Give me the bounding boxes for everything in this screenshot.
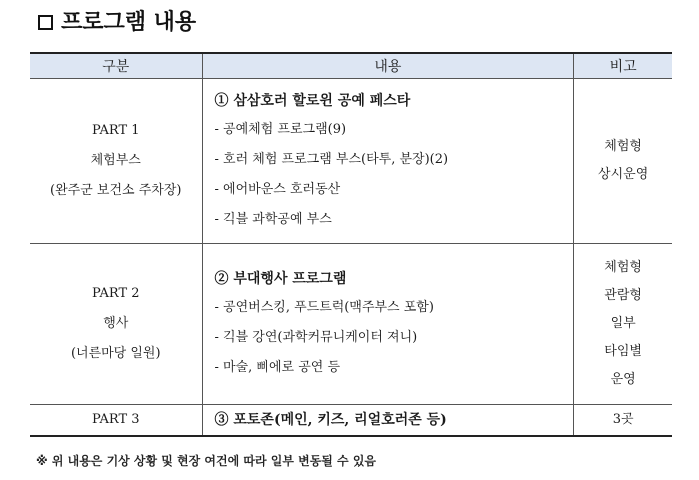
content-cell	[202, 405, 574, 437]
note-cell	[574, 244, 672, 405]
category-type: 체험부스	[90, 153, 141, 168]
note-line: 운영	[610, 372, 636, 387]
category-location: (너른마당 일원)	[70, 346, 161, 361]
square-outline-icon	[38, 15, 53, 30]
note-cell	[574, 405, 672, 437]
category-cell	[30, 244, 202, 405]
footnote: ※ 위 내용은 기상 상황 및 현장 여건에 따라 일부 변동될 수 있음	[36, 454, 377, 468]
list-item: - 에어바운스 호러동산	[214, 182, 341, 197]
list-item: - 긱블 강연(과학커뮤니케이터 져니)	[214, 330, 418, 345]
content-title: ② 부대행사 프로그램	[214, 271, 347, 287]
note-line: 체험형	[604, 260, 642, 275]
table-row	[30, 405, 672, 437]
table-row	[30, 79, 672, 244]
table-header-row	[30, 53, 672, 79]
list-item: - 긱블 과학공예 부스	[214, 212, 332, 227]
header-content: 내용	[202, 53, 574, 79]
list-item: - 마술, 삐에로 공연 등	[214, 360, 341, 375]
category-type: 행사	[103, 316, 129, 331]
table-row	[30, 244, 672, 405]
list-item: - 공연버스킹, 푸드트럭(맥주부스 포함)	[214, 300, 434, 315]
section-heading	[38, 5, 196, 36]
category-cell	[30, 405, 202, 437]
content-cell	[202, 79, 574, 244]
category-part: PART 3	[91, 412, 140, 427]
note-line: 관람형	[604, 288, 642, 303]
program-table	[30, 52, 672, 437]
list-item: - 호러 체험 프로그램 부스(타투, 분장)(2)	[214, 152, 449, 167]
note-cell	[574, 79, 672, 244]
category-part: PART 2	[91, 286, 140, 301]
content-title: ① 삼삼호러 할로윈 공예 페스타	[214, 93, 411, 109]
content-title: ③ 포토존(메인, 키즈, 리얼호러존 등)	[214, 412, 447, 428]
list-item: - 공예체험 프로그램(9)	[214, 122, 347, 137]
header-category: 구분	[30, 53, 202, 79]
note-line: 타임별	[604, 344, 642, 359]
note-line: 일부	[610, 316, 636, 331]
content-cell	[202, 244, 574, 405]
category-location: (완주군 보건소 주차장)	[50, 183, 182, 198]
header-note: 비고	[574, 53, 672, 79]
category-part: PART 1	[91, 123, 140, 138]
note-line: 3곳	[612, 412, 634, 427]
note-line: 체험형	[604, 139, 642, 154]
note-line: 상시운영	[598, 167, 649, 182]
category-cell	[30, 79, 202, 244]
section-title: 프로그램 내용	[61, 10, 197, 35]
